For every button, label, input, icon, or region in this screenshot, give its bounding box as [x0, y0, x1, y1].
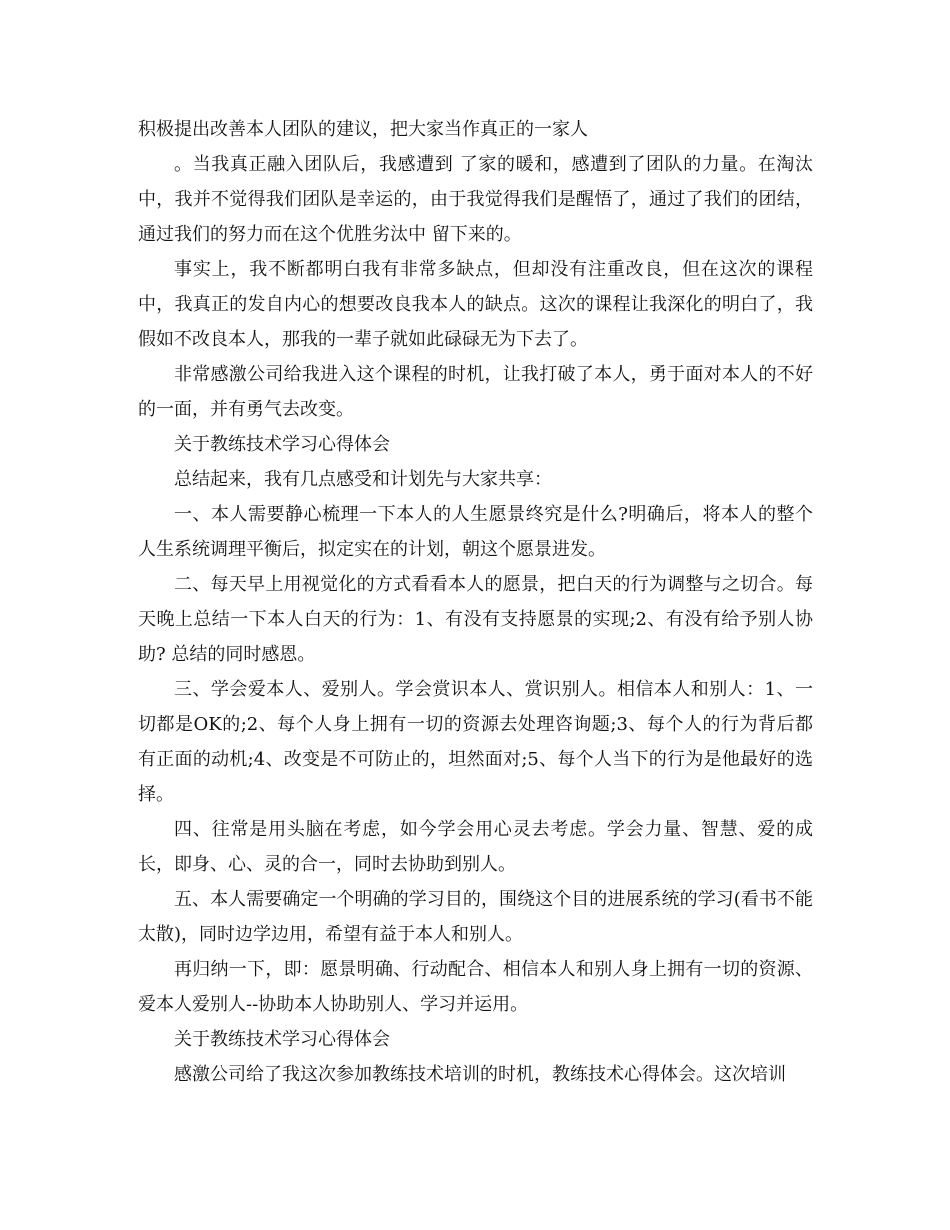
section-heading-2: 关于教练技术学习心得体会	[174, 1029, 390, 1050]
section-heading-1: 关于教练技术学习心得体会	[174, 434, 390, 455]
list-item-3: 三、学会爱本人、爱别人。学会赏识本人、赏识别人。相信本人和别人：1、一切都是OK的;2、每个人身上拥有一切的资源去处理咨询题;3、每个人的行为背后都有正面的动机;4、改变是不可防止的，坦然面对;5、每个人当下的行为是他最好的选择。	[138, 679, 813, 805]
paragraph-3: 事实上，我不断都明白我有非常多缺点，但却没有注重改良，但在这次的课程中，我真正的发自内心的想要改良我本人的缺点。这次的课程让我深化的明白了，我假如不改良本人，那我的一辈子就如此碌碌无为下去了。	[138, 259, 813, 350]
paragraph-6: 感激公司给了我这次参加教练技术培训的时机，教练技术心得体会。这次培训	[174, 1064, 786, 1085]
paragraph-4: 非常感激公司给我进入这个课程的时机，让我打破了本人，勇于面对本人的不好的一面，并有勇气去改变。	[138, 364, 813, 420]
list-item-5: 五、本人需要确定一个明确的学习目的，围绕这个目的进展系统的学习(看书不能太散)，同时边学边用，希望有益于本人和别人。	[138, 889, 813, 945]
paragraph-1: 积极提出改善本人团队的建议，把大家当作真正的一家人	[138, 119, 588, 140]
list-item-4: 四、往常是用头脑在考虑，如今学会用心灵去考虑。学会力量、智慧、爱的成长，即身、心、灵的合一，同时去协助到别人。	[138, 819, 813, 875]
summary-paragraph: 再归纳一下，即：愿景明确、行动配合、相信本人和别人身上拥有一切的资源、爱本人爱别人--协助本人协助别人、学习并运用。	[138, 959, 813, 1015]
list-item-1: 一、本人需要静心梳理一下本人的人生愿景终究是什么?明确后，将本人的整个人生系统调理平衡后，拟定实在的计划，朝这个愿景进发。	[138, 504, 813, 560]
paragraph-2: 。当我真正融入团队后，我感遭到 了家的暖和，感遭到了团队的力量。在淘汰中，我并不觉得我们团队是幸运的，由于我觉得我们是醒悟了，通过了我们的团结，通过我们的努力而在这个优胜劣汰中 留下来的。	[138, 154, 813, 245]
document-body	[138, 112, 813, 1092]
list-item-2: 二、每天早上用视觉化的方式看看本人的愿景，把白天的行为调整与之切合。每天晚上总结一下本人白天的行为：1、有没有支持愿景的实现;2、有没有给予别人协助? 总结的同时感恩。	[138, 574, 813, 665]
paragraph-5: 总结起来，我有几点感受和计划先与大家共享：	[174, 469, 552, 490]
